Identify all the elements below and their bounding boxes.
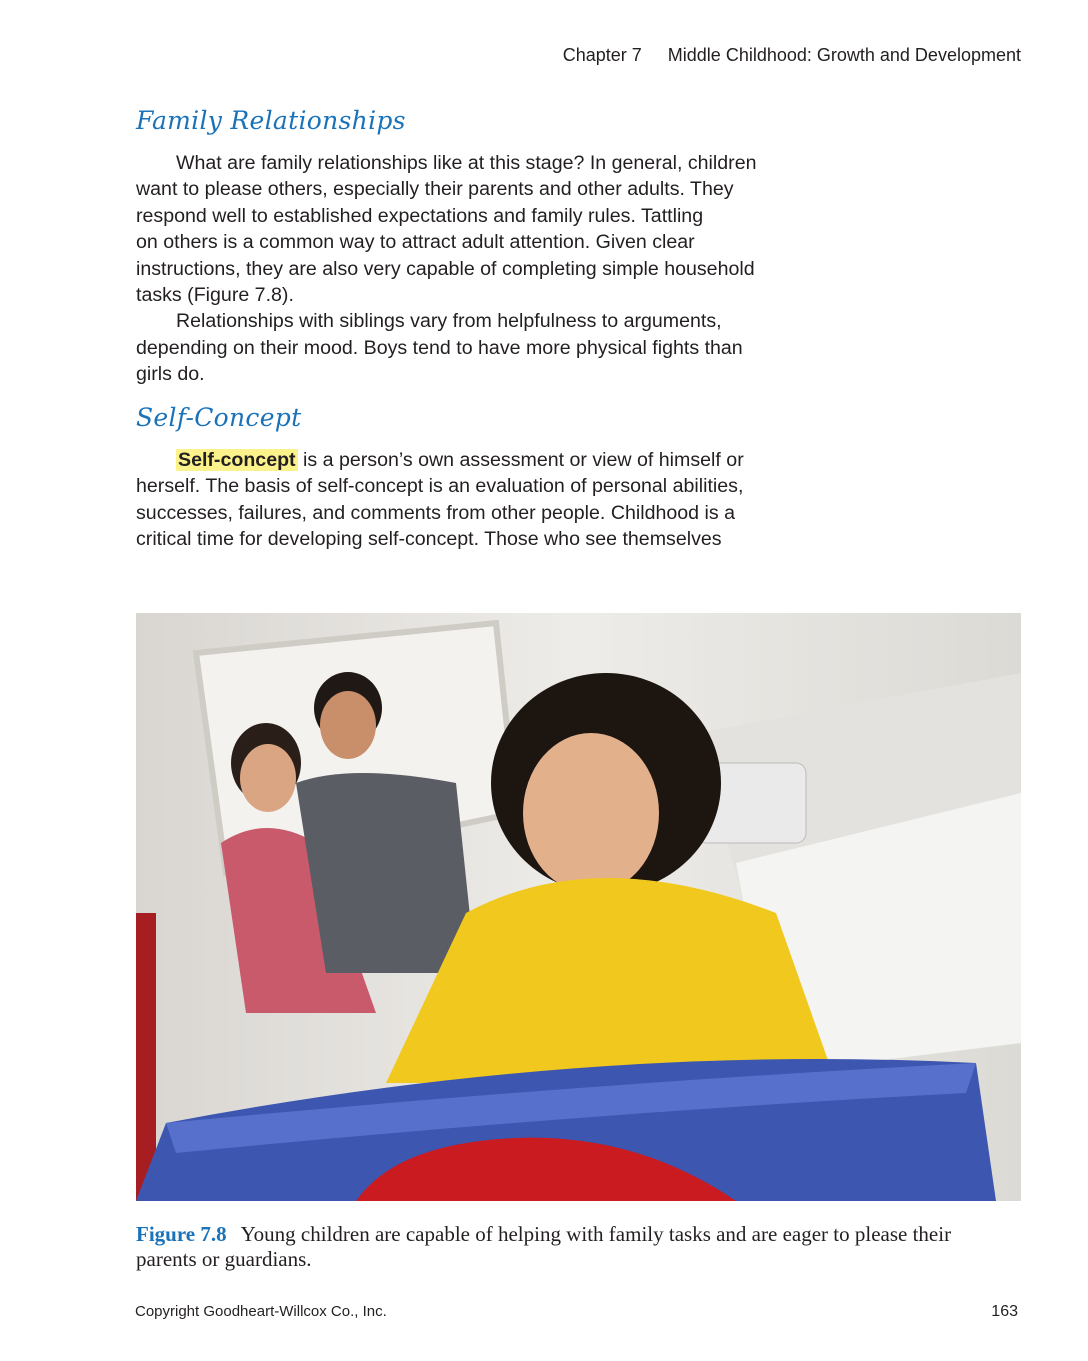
key-term-highlight: Self-concept (178, 449, 296, 471)
chapter-number: Chapter 7 (562, 45, 642, 65)
page-number: 163 (991, 1303, 1018, 1320)
paragraph-self-concept (136, 447, 836, 553)
figure-caption (136, 1222, 1016, 1271)
chapter-title: Middle Childhood: Growth and Development (667, 45, 1021, 65)
text-line: Relationships with siblings vary from helpfulness to arguments, (176, 310, 722, 333)
text-line: critical time for developing self-concept. Those who see themselves (136, 528, 722, 551)
text-line: respond well to established expectations and family rules. Tattling (136, 204, 704, 227)
text-line: instructions, they are also very capable of completing simple household (136, 257, 755, 280)
running-header (563, 45, 1021, 66)
text-segment: is a person’s own assessment or view of himself or (297, 449, 744, 471)
text-line: on others is a common way to attract adult attention. Given clear (136, 231, 695, 254)
text-line: depending on their mood. Boys tend to have more physical fights than (136, 336, 743, 359)
paragraph-family-1 (136, 150, 836, 388)
photo-family-laundry (136, 613, 1021, 1201)
figure-photo (136, 613, 1021, 1201)
text-line: What are family relationships like at this stage? In general, children (176, 152, 757, 174)
text-line: herself. The basis of self-concept is an evaluation of personal abilities, (136, 475, 744, 498)
copyright: Copyright Goodheart-Willcox Co., Inc. (135, 1303, 387, 1320)
text-line: successes, failures, and comments from other people. Childhood is a (136, 501, 735, 524)
figure-label: Figure 7.8 (136, 1222, 227, 1246)
figure-caption-text: Young children are capable of helping with family tasks and are eager to please their parents or guardians. (136, 1222, 952, 1271)
text-line: tasks (Figure 7.8). (136, 284, 294, 307)
text-line: girls do. (136, 363, 205, 386)
text-line (136, 447, 836, 473)
section-heading-self-concept: Self-Concept (136, 403, 302, 432)
text-line: want to please others, especially their parents and other adults. They (136, 178, 734, 201)
section-heading-family-relationships: Family Relationships (136, 106, 406, 135)
